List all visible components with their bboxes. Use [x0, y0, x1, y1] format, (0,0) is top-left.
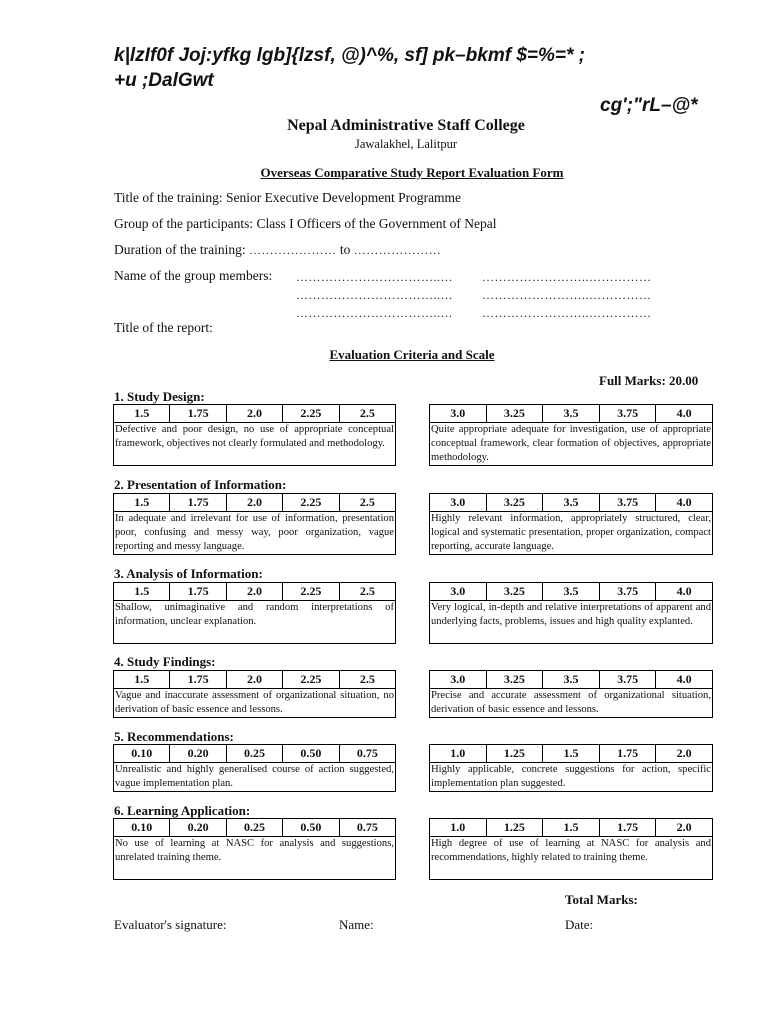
- header-nepali-line2: +u ;DalGwt: [114, 70, 214, 91]
- scale-value: 1.0: [430, 819, 487, 836]
- scale-box-high: [429, 818, 713, 880]
- scale-row: [114, 819, 395, 837]
- header-nepali-line3: cg';"rL–@*: [600, 95, 698, 116]
- scale-value: 3.0: [430, 583, 487, 600]
- member-blank: ……………………………..…: [296, 270, 453, 284]
- section-title: 4. Study Findings:: [114, 654, 216, 669]
- scale-value: 4.0: [676, 495, 692, 509]
- scale-row: [430, 583, 712, 601]
- scale-value: 1.75: [170, 671, 226, 688]
- member-blank: ……………………..……………: [482, 270, 652, 284]
- scale-box-low: [113, 670, 396, 718]
- section-title: 6. Learning Application:: [114, 803, 251, 818]
- member-blank: ……………………..……………: [482, 306, 652, 320]
- scale-row: [430, 819, 712, 837]
- scale-value: 3.25: [487, 671, 544, 688]
- scale-value: 1.5: [543, 819, 600, 836]
- scale-value: 3.25: [487, 494, 544, 511]
- full-marks: Full Marks: 20.00: [599, 373, 699, 388]
- scale-value: 3.0: [430, 671, 487, 688]
- scale-value: 1.25: [487, 745, 544, 762]
- scale-value: 0.10: [114, 819, 170, 836]
- evaluator-name-label: Name:: [339, 917, 374, 932]
- scale-value: 3.0: [430, 405, 487, 422]
- scale-value: 4.0: [676, 672, 692, 686]
- scale-value: 2.25: [283, 494, 339, 511]
- criteria-description: In adequate and irrelevant for use of information, presentation poor, confusing and messy way, poor organization, vague reporting and messy language.: [115, 513, 394, 553]
- institution-name: Nepal Administrative Staff College: [287, 117, 525, 134]
- scale-row: [114, 583, 395, 601]
- scale-value: 3.75: [600, 583, 657, 600]
- scale-value: 3.75: [600, 494, 657, 511]
- scale-value: 1.75: [600, 745, 657, 762]
- scale-box-low: [113, 404, 396, 466]
- scale-value: 0.10: [114, 745, 170, 762]
- member-blank: ……………………..……………: [482, 288, 652, 302]
- scale-value: 2.5: [359, 584, 375, 598]
- member-blank: ……………………………..…: [296, 306, 453, 320]
- scale-value: 0.20: [170, 745, 226, 762]
- scale-box-high: [429, 582, 713, 644]
- scale-value: 0.20: [170, 819, 226, 836]
- scale-box-low: [113, 582, 396, 644]
- criteria-description: Vague and inaccurate assessment of organizational situation, no derivation of basic essence and lessons.: [115, 690, 394, 716]
- scale-row: [430, 494, 712, 512]
- form-title: Overseas Comparative Study Report Evaluation Form: [260, 165, 564, 180]
- criteria-description: Quite appropriate adequate for investigation, use of appropriate conceptual framework, clear formation of objectives, appropriate methodology.: [431, 424, 711, 464]
- scale-value: 1.75: [600, 819, 657, 836]
- scale-value: 0.75: [356, 820, 378, 834]
- scale-value: 2.0: [227, 494, 283, 511]
- duration-to-label: to: [339, 242, 351, 257]
- scale-value: 1.5: [114, 405, 170, 422]
- scale-box-low: [113, 744, 396, 792]
- scale-value: 3.75: [600, 671, 657, 688]
- scale-value: 2.5: [359, 672, 375, 686]
- member-blank: ……………………………..…: [296, 288, 453, 302]
- scale-value: 1.25: [487, 819, 544, 836]
- scale-value: 3.75: [600, 405, 657, 422]
- duration-label: Duration of the training:: [114, 242, 246, 257]
- scale-value: 0.75: [356, 746, 378, 760]
- scale-value: 0.50: [283, 745, 339, 762]
- criteria-description: Shallow, unimaginative and random interpretations of information, unclear explanation.: [115, 602, 394, 628]
- scale-value: 3.5: [543, 405, 600, 422]
- scale-value: 1.5: [114, 671, 170, 688]
- criteria-description: Highly relevant information, appropriately structured, clear, logical and systematic presentation, proper organization, compact reporting, accurate language.: [431, 513, 711, 553]
- training-title-field: Title of the training: Senior Executive Development Programme: [114, 190, 462, 205]
- evaluator-signature-label: Evaluator's signature:: [114, 917, 227, 932]
- scale-value: 1.0: [430, 745, 487, 762]
- criteria-description: No use of learning at NASC for analysis and suggestions, unrelated training theme.: [115, 838, 394, 864]
- scale-value: 3.5: [543, 494, 600, 511]
- scale-row: [114, 494, 395, 512]
- scale-box-low: [113, 493, 396, 555]
- scale-value: 3.0: [430, 494, 487, 511]
- scale-value: 2.0: [676, 820, 692, 834]
- criteria-description: High degree of use of learning at NASC for analysis and recommendations, highly related to training theme.: [431, 838, 711, 864]
- report-title-field: Title of the report:: [114, 320, 213, 335]
- group-members-label: Name of the group members:: [114, 268, 273, 283]
- section-title: 1. Study Design:: [114, 389, 205, 404]
- scale-value: 2.0: [227, 405, 283, 422]
- scale-value: 2.5: [359, 406, 375, 420]
- scale-box-high: [429, 493, 713, 555]
- scale-value: 2.25: [283, 583, 339, 600]
- scale-value: 1.5: [114, 494, 170, 511]
- scale-value: 2.0: [227, 671, 283, 688]
- scale-row: [114, 745, 395, 763]
- section-title: 2. Presentation of Information:: [114, 477, 287, 492]
- criteria-description: Precise and accurate assessment of organizational situation, derivation of basic essence and lessons.: [431, 690, 711, 716]
- scale-value: 0.25: [227, 819, 283, 836]
- scale-value: 2.5: [359, 495, 375, 509]
- duration-from-blank: …………………: [248, 243, 337, 257]
- scale-value: 3.5: [543, 671, 600, 688]
- scale-value: 2.0: [676, 746, 692, 760]
- scale-value: 2.0: [227, 583, 283, 600]
- scale-value: 4.0: [676, 406, 692, 420]
- section-title: 5. Recommendations:: [114, 729, 234, 744]
- scale-value: 3.5: [543, 583, 600, 600]
- scale-box-low: [113, 818, 396, 880]
- duration-field: [114, 242, 441, 258]
- criteria-description: Highly applicable, concrete suggestions for action, specific implementation plan suggested.: [431, 764, 711, 790]
- scale-value: 2.25: [283, 671, 339, 688]
- criteria-description: Very logical, in-depth and relative interpretations of apparent and underlying facts, problems, issues and high quality explanted.: [431, 602, 711, 628]
- scale-value: 1.5: [114, 583, 170, 600]
- scale-value: 1.75: [170, 494, 226, 511]
- total-marks-label: Total Marks:: [565, 892, 638, 907]
- scale-row: [430, 405, 712, 423]
- scale-box-high: [429, 670, 713, 718]
- group-field: Group of the participants: Class I Officers of the Government of Nepal: [114, 216, 497, 231]
- scale-row: [430, 745, 712, 763]
- date-label: Date:: [565, 917, 594, 932]
- criteria-description: Defective and poor design, no use of appropriate conceptual framework, objectives not clearly formulated and methodology.: [115, 424, 394, 450]
- criteria-title: Evaluation Criteria and Scale: [329, 347, 495, 362]
- scale-box-high: [429, 404, 713, 466]
- duration-to-blank: …………………: [353, 243, 442, 257]
- scale-value: 3.25: [487, 583, 544, 600]
- criteria-description: Unrealistic and highly generalised course of action suggested, vague implementation plan.: [115, 764, 394, 790]
- scale-value: 2.25: [283, 405, 339, 422]
- institution-location: Jawalakhel, Lalitpur: [354, 137, 458, 151]
- scale-value: 4.0: [676, 584, 692, 598]
- header-nepali-line1: k|lzIf0f Joj:yfkg lgb]{lzsf, @)^%, sf] pk–bkmf $=%=* ;: [114, 45, 585, 66]
- scale-box-high: [429, 744, 713, 792]
- scale-row: [114, 671, 395, 689]
- scale-value: 3.25: [487, 405, 544, 422]
- scale-value: 0.25: [227, 745, 283, 762]
- scale-value: 1.5: [543, 745, 600, 762]
- scale-value: 0.50: [283, 819, 339, 836]
- section-title: 3. Analysis of Information:: [114, 566, 263, 581]
- scale-row: [430, 671, 712, 689]
- scale-value: 1.75: [170, 583, 226, 600]
- scale-value: 1.75: [170, 405, 226, 422]
- scale-row: [114, 405, 395, 423]
